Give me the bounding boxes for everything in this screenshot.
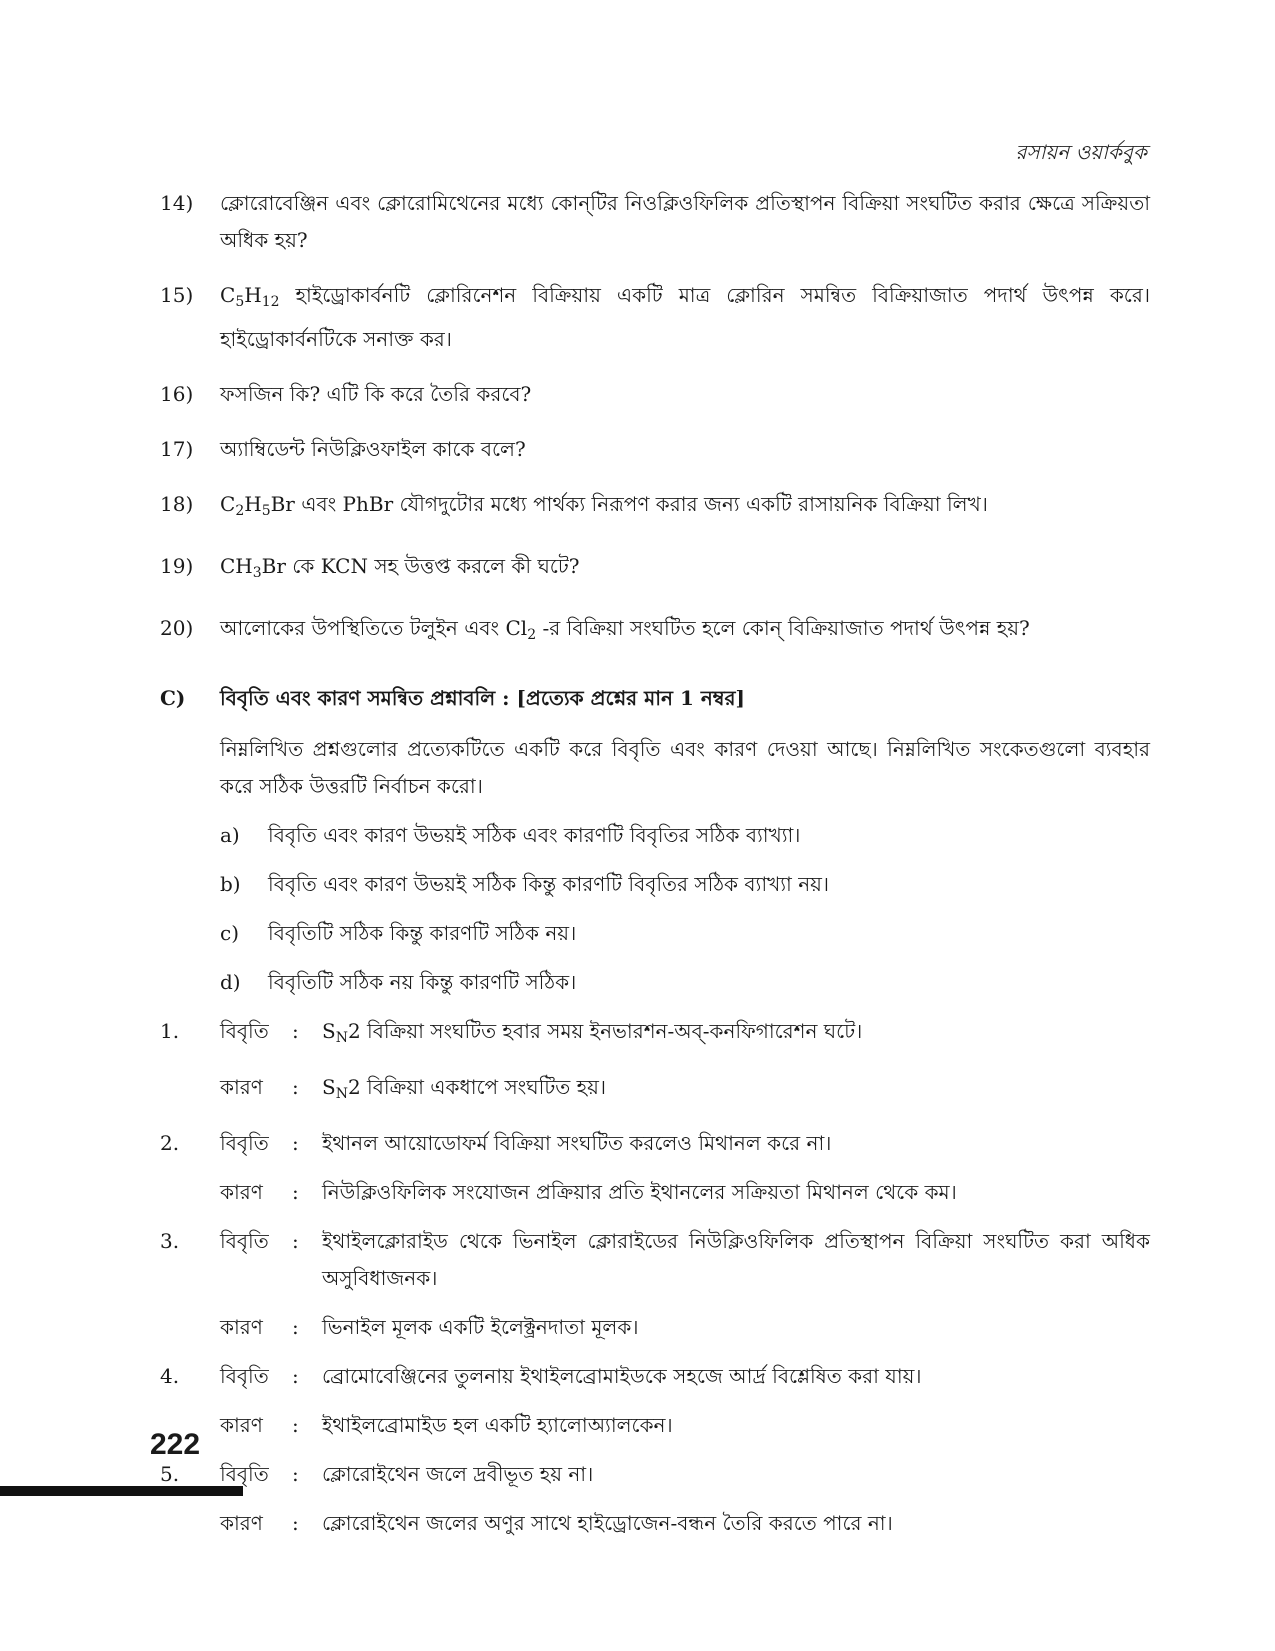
item-2-statement	[160, 1125, 1150, 1162]
option-text: বিবৃতি এবং কারণ উভয়ই সঠিক কিন্তু কারণটি বিবৃতির সঠিক ব্যাখ্যা নয়।	[268, 872, 830, 896]
option-text: বিবৃতিটি সঠিক কিন্তু কারণটি সঠিক নয়।	[268, 921, 577, 945]
section-label: C)	[160, 686, 186, 710]
page-content	[160, 185, 1150, 1554]
label-colon: :	[292, 1229, 299, 1253]
option-label: c)	[220, 921, 240, 945]
statement-label: বিবৃতি	[220, 1462, 269, 1486]
reason-label: কারণ	[220, 1413, 263, 1437]
reason-text: ভিনাইল মূলক একটি ইলেক্ট্রনদাতা মূলক।	[322, 1315, 639, 1339]
question-number: 14)	[160, 191, 194, 215]
item-3-reason	[160, 1309, 1150, 1346]
label-colon: :	[292, 1131, 299, 1155]
option-label: a)	[220, 823, 240, 847]
question-text-body: হাইড্রোকার্বনটি ক্লোরিনেশন বিক্রিয়ায় একটি মাত্র ক্লোরিন সমন্বিত বিক্রিয়াজাত পদার্থ উৎপন্ন করে। হাইড্রোকার্বনটিকে সনাক্ত কর।	[220, 283, 1150, 351]
question-18	[160, 486, 1150, 530]
statement-text: ইথানল আয়োডোফর্ম বিক্রিয়া সংঘটিত করলেও মিথানল করে না।	[322, 1131, 832, 1155]
question-17	[160, 431, 1150, 468]
question-number: 19)	[160, 554, 194, 578]
formula-subscript: 5	[261, 503, 271, 519]
option-text: বিবৃতিটি সঠিক নয় কিন্তু কারণটি সঠিক।	[268, 970, 577, 994]
question-text	[220, 486, 1150, 530]
question-text-part: আলোকের উপস্থিতিতে টলুইন এবং Cl	[220, 616, 528, 640]
statement-text: ইথাইলক্লোরাইড থেকে ভিনাইল ক্লোরাইডের নিউক্লিওফিলিক প্রতিস্থাপন বিক্রিয়া সংঘটিত করা অধিক অসুবিধাজনক।	[322, 1229, 1150, 1290]
reason-text: ইথাইলব্রোমাইড হল একটি হ্যালোঅ্যালকেন।	[322, 1413, 673, 1437]
item-1-reason	[160, 1069, 1150, 1113]
answer-code-option	[220, 817, 1150, 854]
statement-label: বিবৃতি	[220, 1131, 269, 1155]
option-label: b)	[220, 872, 241, 896]
statement-label: বিবৃতি	[220, 1364, 269, 1388]
item-number: 3.	[160, 1229, 180, 1253]
item-4-reason	[160, 1407, 1150, 1444]
formula-element: C	[220, 492, 236, 516]
question-text	[220, 277, 1150, 358]
label-colon: :	[292, 1075, 299, 1099]
label-colon: :	[292, 1364, 299, 1388]
item-2-reason	[160, 1174, 1150, 1211]
statement-text: ব্রোমোবেঞ্জিনের তুলনায় ইথাইলব্রোমাইডকে সহজে আর্দ্র বিশ্লেষিত করা যায়।	[322, 1364, 922, 1388]
formula-element: S	[322, 1075, 336, 1099]
question-text-part: -র বিক্রিয়া সংঘটিত হলে কোন্‌ বিক্রিয়াজাত পদার্থ উৎপন্ন হয়?	[536, 616, 1030, 640]
statement-text	[322, 1013, 1150, 1057]
footer-rule	[0, 1486, 243, 1496]
question-text-body: এবং PhBr যৌগদুটোর মধ্যে পার্থক্য নিরূপণ করার জন্য একটি রাসায়নিক বিক্রিয়া লিখ।	[294, 492, 988, 516]
option-label: d)	[220, 970, 241, 994]
question-number: 15)	[160, 283, 194, 307]
question-text	[220, 548, 1150, 592]
label-colon: :	[292, 1413, 299, 1437]
reason-text: ক্লোরোইথেন জলের অণুর সাথে হাইড্রোজেন-বন্ধন তৈরি করতে পারে না।	[322, 1511, 893, 1535]
formula-element: C	[220, 283, 236, 307]
formula-subscript: 3	[252, 565, 262, 581]
item-1-statement	[160, 1013, 1150, 1057]
formula-element: Br	[270, 492, 295, 516]
item-5-statement	[160, 1456, 1150, 1493]
item-4-statement	[160, 1358, 1150, 1395]
question-19	[160, 548, 1150, 592]
formula-subscript: 2	[527, 627, 537, 643]
item-number: 2.	[160, 1131, 180, 1155]
question-number: 20)	[160, 616, 194, 640]
reason-label: কারণ	[220, 1180, 263, 1204]
formula-element: CH	[220, 554, 253, 578]
formula-subscript: 5	[235, 294, 245, 310]
question-text: ক্লোরোবেঞ্জিন এবং ক্লোরোমিথেনের মধ্যে কোন্‌টির নিওক্লিওফিলিক প্রতিস্থাপন বিক্রিয়া সংঘটিত করার ক্ষেত্রে সক্রিয়তা অধিক হয়?	[220, 191, 1150, 252]
answer-code-option	[220, 964, 1150, 1001]
statement-text-body: 2 বিক্রিয়া সংঘটিত হবার সময় ইনভারশন-অব্‌-কনফিগারেশন ঘটে।	[347, 1019, 863, 1043]
answer-code-option	[220, 866, 1150, 903]
formula-element: S	[322, 1019, 336, 1043]
label-colon: :	[292, 1462, 299, 1486]
item-number: 5.	[160, 1462, 180, 1486]
question-14	[160, 185, 1150, 259]
label-colon: :	[292, 1180, 299, 1204]
reason-text: নিউক্লিওফিলিক সংযোজন প্রক্রিয়ার প্রতি ইথানলের সক্রিয়তা মিথানল থেকে কম।	[322, 1180, 957, 1204]
option-text: বিবৃতি এবং কারণ উভয়ই সঠিক এবং কারণটি বিবৃতির সঠিক ব্যাখ্যা।	[268, 823, 801, 847]
label-colon: :	[292, 1511, 299, 1535]
question-15	[160, 277, 1150, 358]
formula-subscript: 2	[235, 503, 245, 519]
formula-element: Br	[261, 554, 286, 578]
formula-subscript: 12	[261, 294, 280, 310]
statement-text: ক্লোরোইথেন জলে দ্রবীভূত হয় না।	[322, 1462, 594, 1486]
reason-text	[322, 1069, 1150, 1113]
section-c-heading	[160, 680, 1150, 717]
answer-code-option	[220, 915, 1150, 952]
section-intro: নিম্নলিখিত প্রশ্নগুলোর প্রত্যেকটিতে একটি করে বিবৃতি এবং কারণ দেওয়া আছে। নিম্নলিখিত সংকেতগুলো ব্যবহার করে সঠিক উত্তরটি নির্বাচন করো।	[220, 737, 1150, 798]
question-20	[160, 610, 1150, 654]
question-16	[160, 376, 1150, 413]
reason-label: কারণ	[220, 1315, 263, 1339]
question-text: ফসজিন কি? এটি কি করে তৈরি করবে?	[220, 382, 532, 406]
reason-label: কারণ	[220, 1511, 263, 1535]
question-number: 17)	[160, 437, 194, 461]
question-text-body: কে KCN সহ উত্তপ্ত করলে কী ঘটে?	[285, 554, 580, 578]
item-number: 4.	[160, 1364, 180, 1388]
reason-text-body: 2 বিক্রিয়া একধাপে সংঘটিত হয়।	[347, 1075, 607, 1099]
formula-element: H	[244, 492, 262, 516]
item-number: 1.	[160, 1019, 180, 1043]
running-header: রসায়ন ওয়ার্কবুক	[1015, 140, 1147, 164]
label-colon: :	[292, 1019, 299, 1043]
question-text	[220, 610, 1150, 654]
statement-label: বিবৃতি	[220, 1229, 269, 1253]
item-3-statement	[160, 1223, 1150, 1297]
section-title: বিবৃতি এবং কারণ সমন্বিত প্রশ্নাবলি : [প্রত্যেক প্রশ্নের মান 1 নম্বর]	[220, 686, 746, 710]
page-number: 222	[150, 1428, 201, 1461]
question-number: 18)	[160, 492, 194, 516]
reason-label: কারণ	[220, 1075, 263, 1099]
statement-label: বিবৃতি	[220, 1019, 269, 1043]
formula-element: H	[244, 283, 262, 307]
formula-subscript: N	[335, 1030, 348, 1046]
formula-subscript: N	[335, 1086, 348, 1102]
question-text: অ্যাম্বিডেন্ট নিউক্লিওফাইল কাকে বলে?	[220, 437, 526, 461]
label-colon: :	[292, 1315, 299, 1339]
question-number: 16)	[160, 382, 194, 406]
item-5-reason	[160, 1505, 1150, 1542]
